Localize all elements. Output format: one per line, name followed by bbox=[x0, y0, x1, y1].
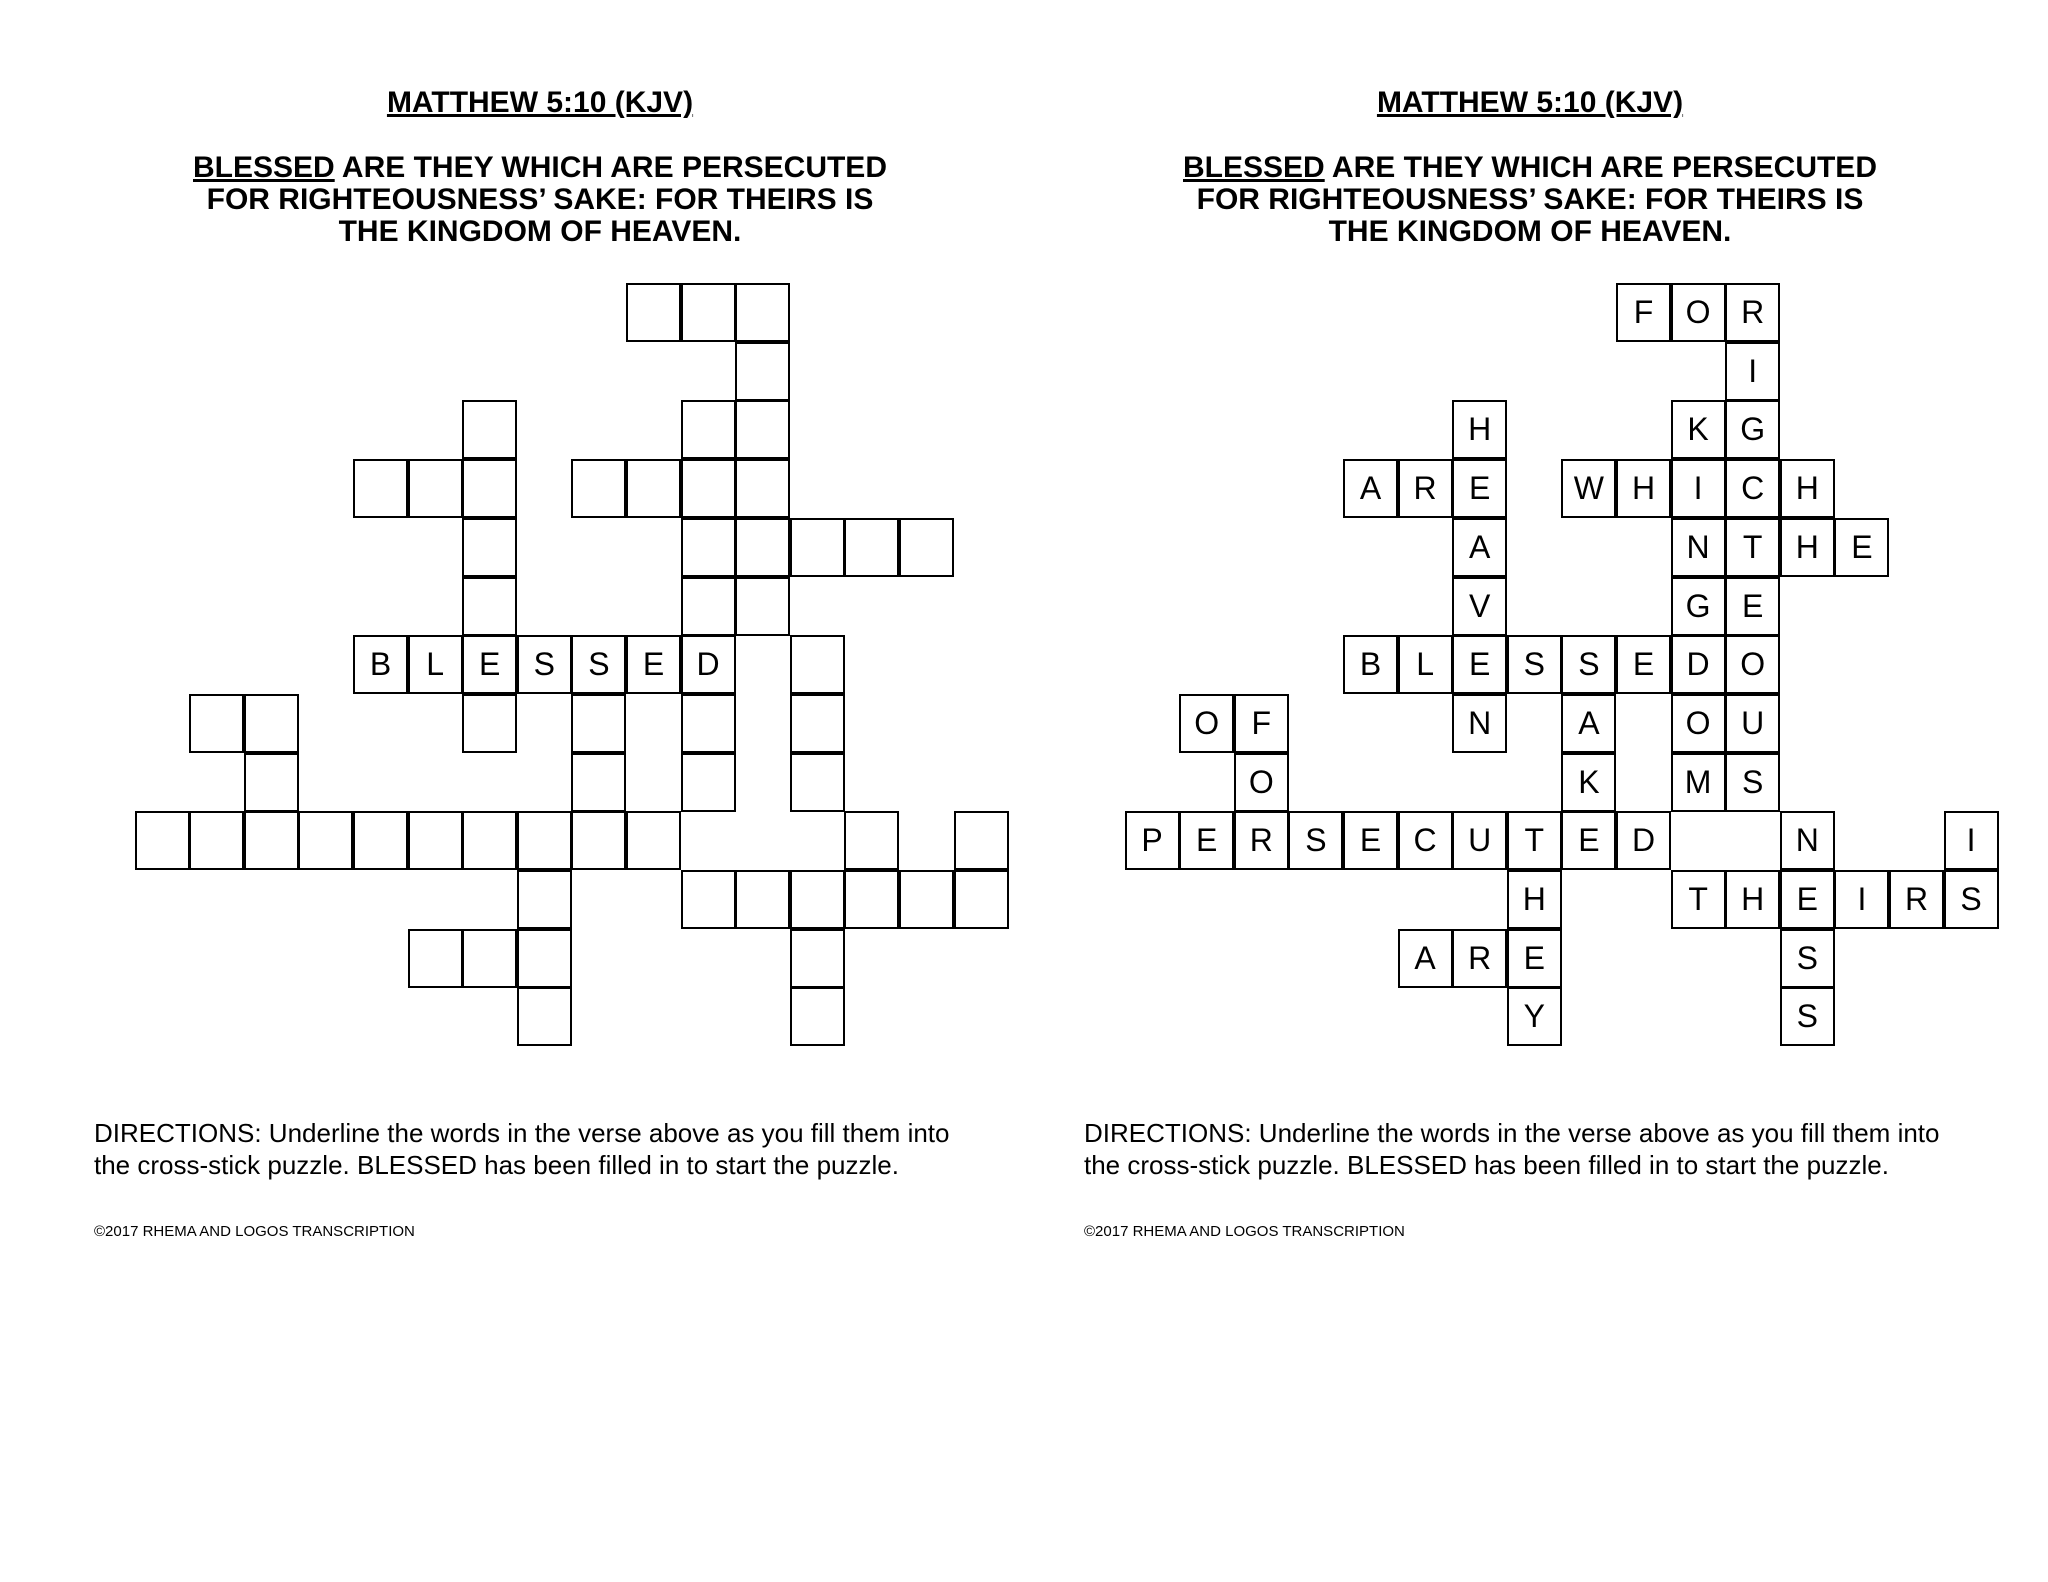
crossword-cell[interactable] bbox=[571, 753, 626, 812]
crossword-cell[interactable] bbox=[571, 811, 626, 870]
crossword-cell[interactable]: F bbox=[1234, 694, 1289, 753]
crossword-cell[interactable]: O bbox=[1725, 635, 1780, 694]
crossword-cell[interactable]: E bbox=[1616, 635, 1671, 694]
crossword-cell[interactable]: A bbox=[1398, 929, 1453, 988]
crossword-cell[interactable] bbox=[681, 518, 736, 577]
crossword-cell[interactable]: I bbox=[1944, 811, 1999, 870]
crossword-cell[interactable]: S bbox=[1561, 635, 1616, 694]
crossword-cell[interactable] bbox=[353, 811, 408, 870]
crossword-cell[interactable]: R bbox=[1452, 929, 1507, 988]
crossword-cell[interactable]: I bbox=[1671, 459, 1726, 518]
crossword-cell[interactable]: R bbox=[1398, 459, 1453, 518]
crossword-cell[interactable]: M bbox=[1671, 753, 1726, 812]
crossword-cell[interactable]: A bbox=[1561, 694, 1616, 753]
crossword-cell[interactable]: S bbox=[1507, 635, 1562, 694]
crossword-cell[interactable] bbox=[462, 929, 517, 988]
crossword-cell[interactable] bbox=[517, 929, 572, 988]
crossword-cell[interactable] bbox=[462, 518, 517, 577]
crossword-cell[interactable] bbox=[790, 753, 845, 812]
crossword-cell[interactable]: L bbox=[408, 635, 463, 694]
crossword-cell[interactable]: N bbox=[1452, 694, 1507, 753]
crossword-cell[interactable] bbox=[681, 459, 736, 518]
crossword-cell[interactable]: A bbox=[1343, 459, 1398, 518]
crossword-cell[interactable]: E bbox=[1561, 811, 1616, 870]
crossword-cell[interactable]: N bbox=[1671, 518, 1726, 577]
directions-line-1: DIRECTIONS: Underline the words in the verse above as you fill them into bbox=[1084, 1118, 1940, 1148]
crossword-cell[interactable]: N bbox=[1780, 811, 1835, 870]
crossword-cell[interactable]: S bbox=[1944, 870, 1999, 929]
crossword-cell[interactable]: K bbox=[1671, 400, 1726, 459]
crossword-cell[interactable]: O bbox=[1671, 283, 1726, 342]
crossword-cell[interactable]: H bbox=[1780, 459, 1835, 518]
crossword-cell[interactable]: R bbox=[1234, 811, 1289, 870]
crossword-cell[interactable]: H bbox=[1507, 870, 1562, 929]
crossword-cell[interactable] bbox=[135, 811, 190, 870]
crossword-cell[interactable]: K bbox=[1561, 753, 1616, 812]
crossword-cell[interactable]: S bbox=[1780, 987, 1835, 1046]
crossword-cell[interactable] bbox=[681, 577, 736, 636]
verse-line-3: THE KINGDOM OF HEAVEN. bbox=[1328, 215, 1732, 248]
crossword-cell[interactable]: Y bbox=[1507, 987, 1562, 1046]
page-title: MATTHEW 5:10 (KJV) bbox=[386, 86, 694, 119]
crossword-cell[interactable]: W bbox=[1561, 459, 1616, 518]
crossword-cell[interactable] bbox=[626, 283, 681, 342]
crossword-cell[interactable]: S bbox=[571, 635, 626, 694]
crossword-cell[interactable] bbox=[899, 870, 954, 929]
crossword-cell[interactable]: U bbox=[1452, 811, 1507, 870]
directions-text bbox=[94, 1117, 994, 1181]
crossword-cell[interactable]: I bbox=[1725, 342, 1780, 401]
crossword-cell[interactable]: B bbox=[1343, 635, 1398, 694]
crossword-cell[interactable]: E bbox=[1834, 518, 1889, 577]
crossword-cell[interactable]: S bbox=[517, 635, 572, 694]
crossword-cell[interactable]: E bbox=[1452, 459, 1507, 518]
puzzle-panel-answer bbox=[990, 0, 1990, 1582]
crossword-cell[interactable] bbox=[735, 400, 790, 459]
crossword-cell[interactable] bbox=[408, 929, 463, 988]
crossword-cell[interactable] bbox=[735, 342, 790, 401]
crossword-cell[interactable] bbox=[735, 518, 790, 577]
crossword-cell[interactable]: E bbox=[1507, 929, 1562, 988]
crossword-cell[interactable]: C bbox=[1398, 811, 1453, 870]
crossword-cell[interactable]: C bbox=[1725, 459, 1780, 518]
crossword-cell[interactable]: A bbox=[1452, 518, 1507, 577]
crossword-cell[interactable]: F bbox=[1616, 283, 1671, 342]
crossword-cell[interactable] bbox=[353, 459, 408, 518]
crossword-cell[interactable] bbox=[735, 577, 790, 636]
crossword-cell[interactable] bbox=[790, 870, 845, 929]
crossword-cell[interactable]: H bbox=[1725, 870, 1780, 929]
crossword-cell[interactable]: T bbox=[1671, 870, 1726, 929]
crossword-cell[interactable] bbox=[681, 870, 736, 929]
crossword-cell[interactable]: O bbox=[1179, 694, 1234, 753]
crossword-cell[interactable] bbox=[844, 518, 899, 577]
directions-text bbox=[1084, 1117, 1984, 1181]
crossword-cell[interactable]: L bbox=[1398, 635, 1453, 694]
crossword-cell[interactable]: E bbox=[1179, 811, 1234, 870]
crossword-cell[interactable] bbox=[244, 694, 299, 753]
crossword-grid bbox=[0, 0, 1000, 1100]
crossword-cell[interactable] bbox=[462, 459, 517, 518]
crossword-cell[interactable] bbox=[408, 459, 463, 518]
crossword-cell[interactable] bbox=[790, 694, 845, 753]
crossword-cell[interactable] bbox=[790, 987, 845, 1046]
crossword-cell[interactable] bbox=[571, 694, 626, 753]
page-title: MATTHEW 5:10 (KJV) bbox=[1376, 86, 1684, 119]
crossword-cell[interactable]: D bbox=[1616, 811, 1671, 870]
crossword-cell[interactable] bbox=[626, 811, 681, 870]
crossword-cell[interactable] bbox=[244, 753, 299, 812]
puzzle-panel-blank bbox=[0, 0, 1000, 1582]
crossword-cell[interactable]: S bbox=[1725, 753, 1780, 812]
crossword-cell[interactable] bbox=[189, 811, 244, 870]
crossword-cell[interactable] bbox=[735, 870, 790, 929]
crossword-cell[interactable]: P bbox=[1125, 811, 1180, 870]
crossword-cell[interactable] bbox=[681, 694, 736, 753]
verse-line-1: ARE THEY WHICH ARE PERSECUTED bbox=[334, 151, 887, 184]
crossword-cell[interactable] bbox=[899, 518, 954, 577]
crossword-grid bbox=[990, 0, 1990, 1100]
verse-underlined-word: BLESSED bbox=[1183, 151, 1325, 184]
crossword-cell[interactable] bbox=[462, 811, 517, 870]
crossword-cell[interactable] bbox=[626, 459, 681, 518]
crossword-cell[interactable] bbox=[462, 400, 517, 459]
crossword-cell[interactable]: E bbox=[1780, 870, 1835, 929]
crossword-cell[interactable] bbox=[244, 811, 299, 870]
crossword-cell[interactable] bbox=[735, 283, 790, 342]
crossword-cell[interactable]: S bbox=[1780, 929, 1835, 988]
crossword-cell[interactable] bbox=[408, 811, 463, 870]
copyright-text: ©2017 RHEMA AND LOGOS TRANSCRIPTION bbox=[94, 1223, 415, 1240]
crossword-cell[interactable] bbox=[844, 870, 899, 929]
verse-underlined-word: BLESSED bbox=[193, 151, 335, 184]
directions-line-1: DIRECTIONS: Underline the words in the verse above as you fill them into bbox=[94, 1118, 950, 1148]
crossword-cell[interactable]: E bbox=[1343, 811, 1398, 870]
crossword-cell[interactable] bbox=[681, 283, 736, 342]
crossword-cell[interactable]: U bbox=[1725, 694, 1780, 753]
crossword-cell[interactable] bbox=[517, 870, 572, 929]
crossword-cell[interactable]: D bbox=[1671, 635, 1726, 694]
crossword-cell[interactable]: B bbox=[353, 635, 408, 694]
crossword-cell[interactable]: O bbox=[1671, 694, 1726, 753]
crossword-cell[interactable] bbox=[517, 811, 572, 870]
crossword-cell[interactable]: T bbox=[1725, 518, 1780, 577]
crossword-cell[interactable]: D bbox=[681, 635, 736, 694]
crossword-cell[interactable]: S bbox=[1288, 811, 1343, 870]
directions-line-2: the cross-stick puzzle. BLESSED has been filled in to start the puzzle. bbox=[94, 1150, 899, 1180]
crossword-cell[interactable]: G bbox=[1671, 577, 1726, 636]
crossword-cell[interactable]: I bbox=[1834, 870, 1889, 929]
crossword-cell[interactable]: H bbox=[1452, 400, 1507, 459]
crossword-cell[interactable]: E bbox=[462, 635, 517, 694]
crossword-cell[interactable] bbox=[681, 400, 736, 459]
crossword-cell[interactable]: H bbox=[1616, 459, 1671, 518]
crossword-cell[interactable] bbox=[790, 635, 845, 694]
crossword-cell[interactable] bbox=[517, 987, 572, 1046]
crossword-cell[interactable] bbox=[571, 459, 626, 518]
verse-line-2: FOR RIGHTEOUSNESS’ SAKE: FOR THEIRS IS bbox=[1196, 183, 1864, 216]
crossword-cell[interactable]: E bbox=[1725, 577, 1780, 636]
crossword-cell[interactable]: R bbox=[1725, 283, 1780, 342]
directions-line-2: the cross-stick puzzle. BLESSED has been filled in to start the puzzle. bbox=[1084, 1150, 1889, 1180]
crossword-cell[interactable] bbox=[189, 694, 244, 753]
crossword-cell[interactable]: E bbox=[1452, 635, 1507, 694]
crossword-cell[interactable]: O bbox=[1234, 753, 1289, 812]
crossword-cell[interactable]: E bbox=[626, 635, 681, 694]
crossword-cell[interactable]: T bbox=[1507, 811, 1562, 870]
crossword-cell[interactable] bbox=[790, 518, 845, 577]
crossword-cell[interactable] bbox=[462, 577, 517, 636]
verse-line-2: FOR RIGHTEOUSNESS’ SAKE: FOR THEIRS IS bbox=[206, 183, 874, 216]
verse-line-3: THE KINGDOM OF HEAVEN. bbox=[338, 215, 742, 248]
crossword-cell[interactable]: H bbox=[1780, 518, 1835, 577]
copyright-text: ©2017 RHEMA AND LOGOS TRANSCRIPTION bbox=[1084, 1223, 1405, 1240]
crossword-cell[interactable]: R bbox=[1889, 870, 1944, 929]
verse-line-1: ARE THEY WHICH ARE PERSECUTED bbox=[1324, 151, 1877, 184]
crossword-cell[interactable]: G bbox=[1725, 400, 1780, 459]
crossword-cell[interactable] bbox=[681, 753, 736, 812]
crossword-cell[interactable] bbox=[790, 929, 845, 988]
crossword-cell[interactable] bbox=[462, 694, 517, 753]
crossword-cell[interactable] bbox=[298, 811, 353, 870]
crossword-cell[interactable] bbox=[735, 459, 790, 518]
crossword-cell[interactable] bbox=[844, 811, 899, 870]
crossword-cell[interactable]: V bbox=[1452, 577, 1507, 636]
